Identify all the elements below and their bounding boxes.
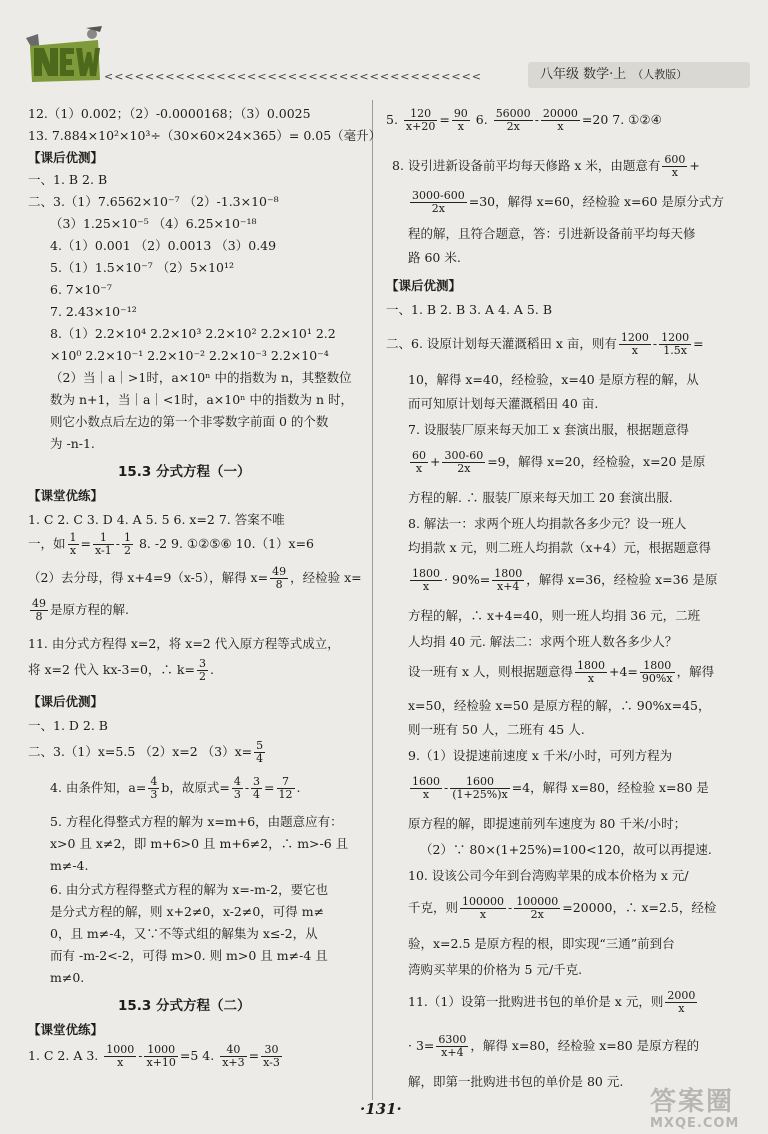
answer-line: 4. 由条件知，a= $\frac{4}{3}$ b，故原式= $\frac{4}{3}$ - $\frac{3}{4}$ = $\frac{7}{12}$ . bbox=[50, 775, 301, 801]
answer-line: · 3= $\frac{6300}{x+4}$ ，解得 x=80，经检验 x=80 是原方程的 bbox=[408, 1033, 700, 1059]
answer-line: 5.（1）1.5×10⁻⁷ （2）5×10¹² bbox=[50, 260, 235, 275]
section-title: 15.3 分式方程（一） bbox=[118, 464, 251, 480]
answer-line: 1. C 2. A 3. $\frac{1000}{x}$ - $\frac{1000}{x+10}$ =5 4. $\frac{40}{x+3}$ = $\frac{30}{x-3}$ bbox=[28, 1043, 280, 1069]
answer-line: $\frac{60}{x}$ + $\frac{300-60}{2x}$ =9，解得 x=20，经检验，x=20 是原 bbox=[412, 449, 706, 475]
answer-line: （3）1.25×10⁻⁵ （4）6.25×10⁻¹⁸ bbox=[50, 216, 257, 231]
section-heading: 【课后优测】 bbox=[28, 694, 104, 709]
fraction: $\frac{1}{x-1}$ bbox=[95, 531, 112, 557]
answer-line: （2）去分母，得 x+4=9（x-5），解得 x= $\frac{49}{8}$ ，经检验 x= bbox=[28, 565, 362, 591]
answer-line: 6. 由分式方程得整式方程的解为 x=-m-2，要它也 bbox=[50, 882, 329, 897]
fraction: $\frac{1000}{x+10}$ bbox=[146, 1043, 176, 1069]
fraction: $\frac{4}{3}$ bbox=[150, 775, 158, 801]
answer-line: （2）当｜a｜>1时，a×10ⁿ 中的指数为 n，其整数位 bbox=[50, 370, 352, 385]
fraction: $\frac{300-60}{2x}$ bbox=[444, 449, 484, 475]
watermark bbox=[650, 1088, 760, 1130]
section-title: 15.3 分式方程（二） bbox=[118, 998, 251, 1014]
answer-line: 将 x=2 代入 kx-3=0，∴ k= $\frac{3}{2}$ . bbox=[28, 657, 214, 683]
answer-line: 二、3.（1）7.6562×10⁻⁷ （2）-1.3×10⁻⁸ bbox=[28, 194, 279, 209]
fraction: $\frac{5}{4}$ bbox=[256, 739, 264, 765]
fraction: $\frac{1800}{x+4}$ bbox=[494, 567, 523, 593]
fraction: $\frac{120}{x+20}$ bbox=[405, 107, 436, 133]
answer-line: 为 -n-1. bbox=[50, 436, 95, 451]
fraction: $\frac{1600}{(1+25\%)x}$ bbox=[452, 775, 508, 801]
answer-line: 11. 由分式方程得 x=2，将 x=2 代入原方程等式成立， bbox=[28, 636, 340, 651]
answer-line: 湾购买苹果的价格为 5 元/千克. bbox=[408, 962, 583, 977]
answer-line: 路 60 米. bbox=[408, 250, 461, 265]
answer-line: 而可知原计划每天灌溉稻田 40 亩. bbox=[408, 396, 599, 411]
fraction: $\frac{40}{x+3}$ bbox=[222, 1043, 245, 1069]
fraction: $\frac{7}{12}$ bbox=[278, 775, 293, 801]
section-heading: 【课堂优练】 bbox=[28, 488, 104, 503]
answer-line: 二、3.（1）x=5.5 （2）x=2 （3）x= $\frac{5}{4}$ bbox=[28, 739, 264, 765]
fraction: $\frac{49}{8}$ bbox=[32, 597, 46, 623]
answer-line: 7. 设服装厂原来每天加工 x 套演出服，根据题意得 bbox=[408, 422, 689, 437]
book-edition: （人教版） bbox=[632, 68, 688, 81]
fraction: $\frac{3}{2}$ bbox=[198, 657, 206, 683]
answer-line: 则一班有 50 人，二班有 45 人. bbox=[408, 722, 585, 737]
answer-line: 人均捐 40 元. 解法二：求两个班人数各多少人？ bbox=[408, 634, 678, 649]
answer-line: $\frac{3000-600}{2x}$ =30，解得 x=60，经检验 x=60 是原分式方 bbox=[412, 189, 724, 215]
fraction: $\frac{100000}{x}$ bbox=[462, 895, 505, 921]
fraction: $\frac{600}{x}$ bbox=[664, 153, 686, 179]
answer-line: ×10⁰ 2.2×10⁻¹ 2.2×10⁻² 2.2×10⁻³ 2.2×10⁻⁴ bbox=[50, 348, 329, 363]
answer-line: 7. 2.43×10⁻¹² bbox=[50, 304, 137, 319]
answer-line: 一、1. B 2. B 3. A 4. A 5. B bbox=[386, 302, 553, 317]
fraction: $\frac{6300}{x+4}$ bbox=[438, 1033, 467, 1059]
watermark-text: 答案圈 bbox=[650, 1087, 735, 1117]
answer-line: 千克，则 $\frac{100000}{x}$ - $\frac{100000}{2x}$ =20000，∴ x=2.5，经检 bbox=[408, 895, 717, 921]
answer-line: 均捐款 x 元，则二班人均捐款（x+4）元，根据题意得 bbox=[408, 540, 711, 555]
fraction: $\frac{90}{x}$ bbox=[453, 107, 468, 133]
answer-line: 8.（1）2.2×10⁴ 2.2×10³ 2.2×10² 2.2×10¹ 2.2 bbox=[50, 326, 336, 341]
fraction: $\frac{3000-600}{2x}$ bbox=[412, 189, 465, 215]
fraction: $\frac{60}{x}$ bbox=[412, 449, 426, 475]
answer-line: 设一班有 x 人，则根据题意得 $\frac{1800}{x}$ +4= $\frac{1800}{90\%x}$ ，解得 bbox=[408, 659, 715, 685]
answer-line: $\frac{1800}{x}$ · 90%= $\frac{1800}{x+4}$ ，解得 x=36，经检验 x=36 是原 bbox=[412, 567, 718, 593]
fraction: $\frac{2000}{x}$ bbox=[667, 989, 696, 1015]
fraction: $\frac{49}{8}$ bbox=[272, 565, 287, 591]
fraction: $\frac{1800}{90\%x}$ bbox=[641, 659, 673, 685]
fraction: $\frac{1}{x}$ bbox=[69, 531, 77, 557]
answer-line: 二、6. 设原计划每天灌溉稻田 x 亩，则有 $\frac{1200}{x}$ - $\frac{1200}{1.5x}$ = bbox=[386, 331, 704, 357]
answer-line: 8. 解法一：求两个班人均捐款各多少元？设一班人 bbox=[408, 516, 687, 531]
fraction: $\frac{1600}{x}$ bbox=[412, 775, 440, 801]
fraction: $\frac{4}{3}$ bbox=[233, 775, 241, 801]
answer-line: $\frac{1600}{x}$ - $\frac{1600}{(1+25\%)x}$ =4，解得 x=80，经检验 x=80 是 bbox=[412, 775, 709, 801]
answer-line: 10. 设该公司今年到台湾购苹果的成本价格为 x 元/ bbox=[408, 868, 689, 883]
fraction: $\frac{1}{2}$ bbox=[123, 531, 131, 557]
fraction: $\frac{3}{4}$ bbox=[253, 775, 261, 801]
answer-line: 而有 -m-2<-2，可得 m>0. 则 m>0 且 m≠-4 且 bbox=[50, 948, 328, 963]
section-heading: 【课堂优练】 bbox=[28, 1022, 104, 1037]
fraction: $\frac{1800}{x}$ bbox=[577, 659, 605, 685]
column-divider bbox=[372, 100, 373, 1100]
fraction: $\frac{1800}{x}$ bbox=[412, 567, 440, 593]
answer-line: 12.（1）0.002；（2）-0.0000168；（3）0.0025 bbox=[28, 106, 311, 121]
answer-line: 验，x=2.5 是原方程的根，即实现“三通”前到台 bbox=[408, 936, 675, 951]
answer-line: 数为 n+1，当｜a｜<1时，a×10ⁿ 中的指数为 n 时， bbox=[50, 392, 354, 407]
answer-line: 原方程的解，即提速前列车速度为 80 千米/小时； bbox=[408, 816, 687, 831]
answer-line: 10，解得 x=40，经检验，x=40 是原方程的解，从 bbox=[408, 372, 699, 387]
answer-line: 程的解，且符合题意，答：引进新设备前平均每天修 bbox=[408, 226, 696, 241]
answer-line: 一、1. B 2. B bbox=[28, 172, 108, 187]
answer-line: x=50，经检验 x=50 是原方程的解，∴ 90%x=45， bbox=[408, 698, 711, 713]
answer-line: m≠-4. bbox=[50, 858, 89, 873]
fraction: $\frac{100000}{2x}$ bbox=[516, 895, 559, 921]
watermark-url: MXQE.COM bbox=[650, 1116, 740, 1131]
fraction: $\frac{1200}{1.5x}$ bbox=[661, 331, 690, 357]
section-heading: 【课后优测】 bbox=[386, 278, 462, 293]
fraction: $\frac{20000}{x}$ bbox=[542, 107, 578, 133]
fraction: $\frac{1000}{x}$ bbox=[106, 1043, 135, 1069]
answer-line: 5. $\frac{120}{x+20}$ = $\frac{90}{x}$ 6. $\frac{56000}{2x}$ - $\frac{20000}{x}$ =20 7. ①②④ bbox=[386, 107, 662, 133]
answer-line: 13. 7.884×10²×10³÷（30×60×24×365）= 0.05（毫升） bbox=[28, 128, 382, 143]
answer-line: 1. C 2. C 3. D 4. A 5. 5 6. x=2 7. 答案不唯 bbox=[28, 512, 285, 527]
answer-line: $\frac{49}{8}$ 是原方程的解. bbox=[32, 597, 129, 623]
answer-line: 11.（1）设第一批购进书包的单价是 x 元，则 $\frac{2000}{x}$ bbox=[408, 989, 696, 1015]
answer-line: 5. 方程化得整式方程的解为 x=m+6，由题意应有： bbox=[50, 814, 343, 829]
answer-line: 解，即第一批购进书包的单价是 80 元. bbox=[408, 1074, 624, 1089]
section-heading: 【课后优测】 bbox=[28, 150, 104, 165]
answer-line: 则它小数点后左边的第一个非零数字前面 0 的个数 bbox=[50, 414, 329, 429]
answer-line: 方程的解. ∴ 服装厂原来每天加工 20 套演出服. bbox=[408, 490, 673, 505]
answer-line: 9.（1）设提速前速度 x 千米/小时，可列方程为 bbox=[408, 748, 673, 763]
answer-line: 一、1. D 2. B bbox=[28, 718, 108, 733]
page-number: ·131· bbox=[360, 1100, 402, 1118]
fraction: $\frac{1200}{x}$ bbox=[620, 331, 649, 357]
answer-line: 6. 7×10⁻⁷ bbox=[50, 282, 112, 297]
book-title: 八年级 数学·上 bbox=[540, 67, 627, 82]
fraction: $\frac{30}{x-3}$ bbox=[263, 1043, 280, 1069]
answer-line: m≠0. bbox=[50, 970, 85, 985]
answer-line: （2）∵ 80×(1+25%)=100<120，故可以再提速. bbox=[420, 842, 712, 857]
answer-line: x>0 且 x≠2，即 m+6>0 且 m+6≠2，∴ m>-6 且 bbox=[50, 836, 349, 851]
answer-line: 0，且 m≠-4，又∵不等式组的解集为 x≤-2，从 bbox=[50, 926, 318, 941]
header-dashes: <<<<<<<<<<<<<<<<<<<<<<<<<<<<<<<<<<<<< bbox=[104, 70, 483, 82]
answer-line: 4.（1）0.001 （2）0.0013 （3）0.49 bbox=[50, 238, 277, 253]
book-banner bbox=[528, 62, 750, 88]
answer-line: 8. 设引进新设备前平均每天修路 x 米，由题意有 $\frac{600}{x}$ + bbox=[392, 153, 700, 179]
answer-line: 一，如 $\frac{1}{x}$ = $\frac{1}{x-1}$ - $\frac{1}{2}$ 8. -2 9. ①②⑤⑥ 10.（1）x=6 bbox=[28, 531, 314, 557]
answer-line: 是分式方程的解，则 x+2≠0，x-2≠0，可得 m≠ bbox=[50, 904, 325, 919]
fraction: $\frac{56000}{2x}$ bbox=[495, 107, 531, 133]
new-logo-icon bbox=[20, 24, 106, 86]
answer-line: 方程的解，∴ x+4=40，则一班人均捐 36 元，二班 bbox=[408, 608, 701, 623]
